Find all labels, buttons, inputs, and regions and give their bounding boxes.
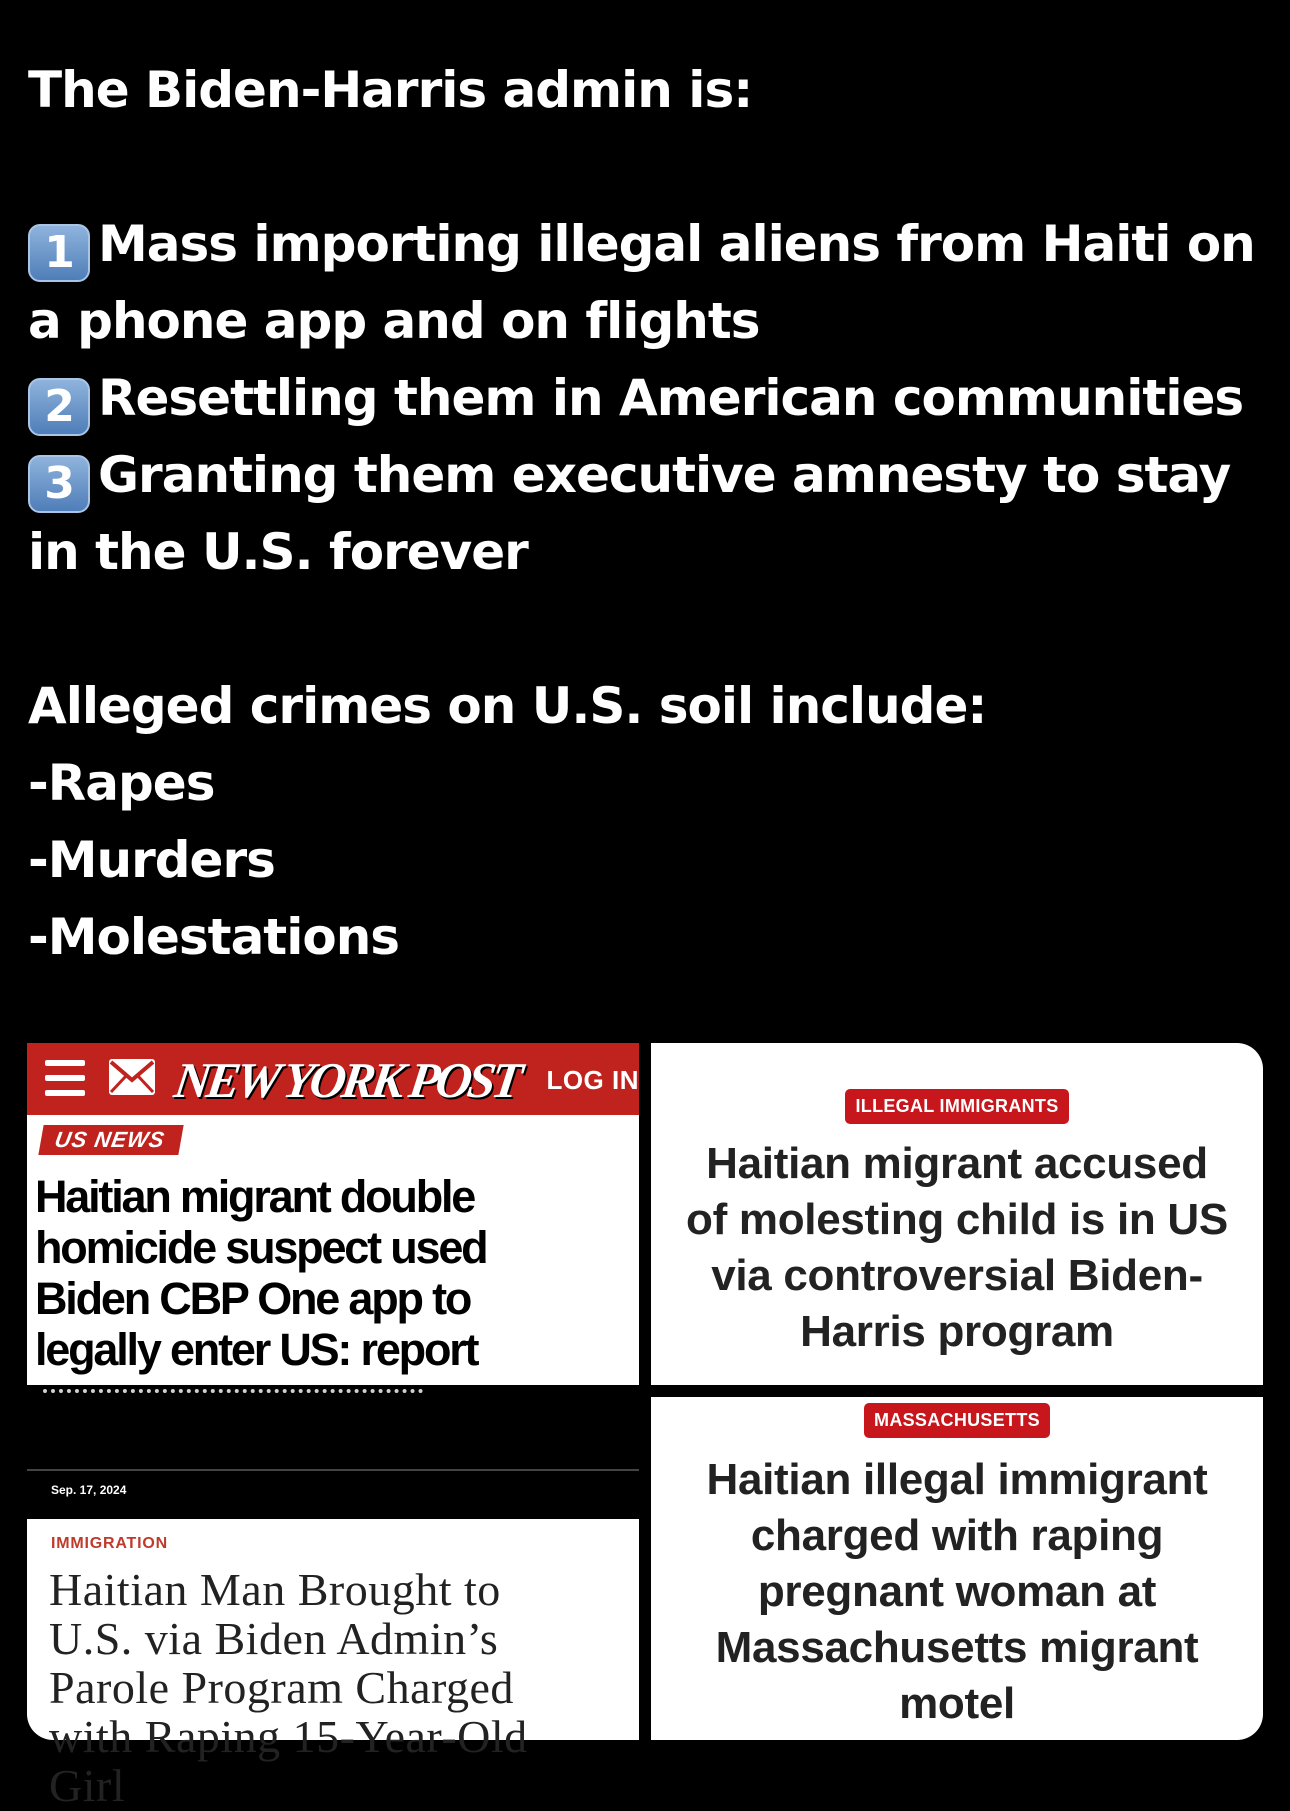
list-item-text: Granting them executive amnesty to stay	[98, 446, 1231, 504]
news-screenshot-massachusetts[interactable]	[651, 1397, 1263, 1740]
headline-line: Haitian illegal immigrant	[706, 1455, 1208, 1504]
headline-line: U.S. via Biden Admin’s	[49, 1613, 499, 1664]
headline-line: Haitian Man Brought to	[49, 1564, 501, 1615]
mail-icon	[109, 1059, 155, 1095]
crimes-heading: Alleged crimes on U.S. soil include:	[28, 677, 987, 735]
post-body	[28, 52, 1268, 976]
post-heading: The Biden-Harris admin is:	[28, 61, 753, 119]
category-tag: IMMIGRATION	[51, 1535, 168, 1552]
section-tag: US NEWS	[38, 1125, 183, 1155]
spacer	[28, 129, 1268, 206]
list-item-3	[28, 437, 1268, 514]
nypost-screenshot[interactable]	[27, 1043, 639, 1385]
headline-line: legally enter US: report	[35, 1324, 478, 1375]
keycap-3-icon: 3	[28, 455, 90, 513]
headline-line: Haitian migrant accused	[706, 1139, 1208, 1188]
headline	[35, 1171, 635, 1375]
headline	[659, 1136, 1255, 1360]
article-card	[27, 1519, 639, 1811]
list-item-1	[28, 206, 1268, 283]
publish-date: Sep. 17, 2024	[51, 1483, 127, 1497]
list-item-text: Resettling them in American communities	[98, 369, 1244, 427]
headline-line: Biden CBP One app to	[35, 1273, 471, 1324]
news-screenshot-molesting[interactable]	[651, 1043, 1263, 1385]
keycap-1-icon: 1	[28, 224, 90, 282]
crime-item: -Murders	[28, 831, 275, 889]
keycap-2-icon: 2	[28, 378, 90, 436]
login-link: LOG IN	[546, 1065, 639, 1095]
headline-line: via controversial Biden-	[711, 1251, 1203, 1300]
headline-line: homicide suspect used	[35, 1222, 487, 1273]
headline-line: Harris program	[800, 1307, 1114, 1356]
cropped-header	[27, 1397, 639, 1431]
list-item-2	[28, 360, 1268, 437]
headline-line: motel	[899, 1679, 1015, 1728]
headline-line: Massachusetts migrant	[715, 1623, 1199, 1672]
list-item-3-cont: in the U.S. forever	[28, 523, 528, 581]
nypost-logo: NEW YORK POST	[171, 1052, 523, 1108]
headline-line: with Raping 15-Year-Old	[49, 1711, 528, 1762]
divider	[27, 1469, 639, 1471]
category-tag: MASSACHUSETTS	[864, 1403, 1050, 1438]
crime-item: -Rapes	[28, 754, 215, 812]
category-tag: ILLEGAL IMMIGRANTS	[845, 1089, 1068, 1124]
hamburger-menu-icon	[45, 1060, 85, 1096]
headline-line: Parole Program Charged	[49, 1662, 514, 1713]
headline-line: Haitian migrant double	[35, 1171, 475, 1222]
nypost-header-bar	[27, 1043, 639, 1115]
headline-line: of molesting child is in US	[686, 1195, 1228, 1244]
headline-line: Girl	[49, 1760, 126, 1811]
list-item-text: Mass importing illegal aliens from Haiti on	[98, 215, 1255, 273]
image-grid[interactable]	[27, 1043, 1263, 1811]
headline-line: charged with raping	[750, 1511, 1164, 1560]
headline	[661, 1452, 1253, 1732]
news-screenshot-parole[interactable]	[27, 1397, 639, 1811]
crime-item: -Molestations	[28, 908, 400, 966]
headline-line: pregnant woman at	[757, 1567, 1157, 1616]
headline	[49, 1565, 629, 1810]
list-item-1-cont: a phone app and on flights	[28, 292, 760, 350]
spacer	[28, 591, 1268, 668]
